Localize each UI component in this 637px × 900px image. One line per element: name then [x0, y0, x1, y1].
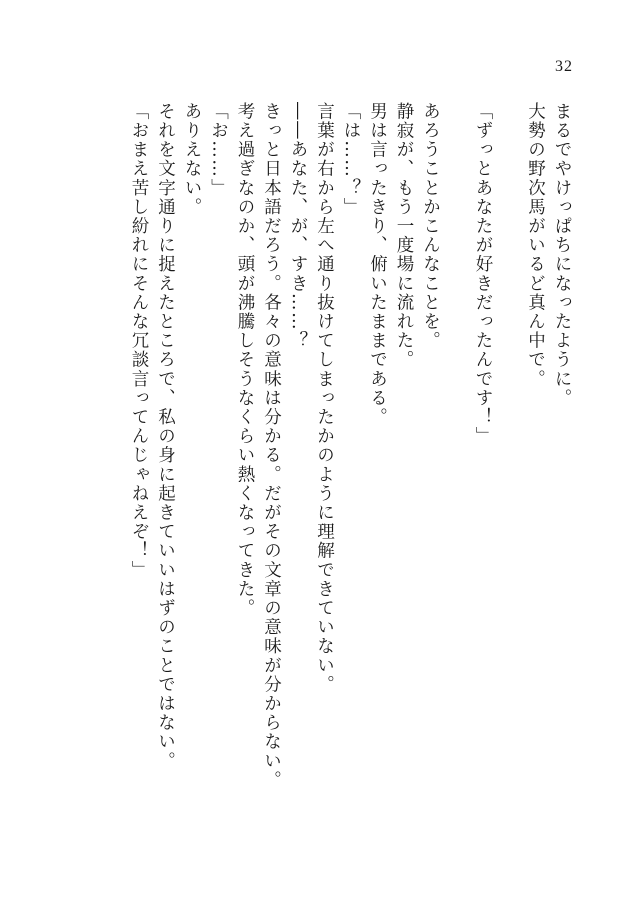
- text-line: 言葉が右から左へ通り抜けてしまったかのように理解できていない。: [314, 102, 335, 695]
- text-line: 「お……」: [208, 102, 229, 198]
- text-line: まるでやけっぱちになったように。: [552, 102, 572, 408]
- blank-line: [496, 102, 522, 862]
- text-line: ありえない。: [182, 102, 202, 217]
- blank-line: [444, 102, 470, 862]
- text-line: 静寂が、もう一度場に流れた。: [394, 102, 414, 370]
- text-line: 考え過ぎなのか、頭が沸騰しそうなくらい熱くなってきた。: [235, 102, 255, 618]
- vertical-text-body: [126, 102, 576, 862]
- text-line: ――あなた、が、すき……？: [288, 102, 308, 351]
- text-line: 男は言ったきり、俯いたままである。: [367, 102, 388, 427]
- text-line: あろうことかこんなことを。: [420, 102, 441, 351]
- text-line: 「は……？」: [341, 102, 361, 217]
- page-number: 32: [555, 58, 573, 75]
- text-line: それを文字通りに捉えたところで、私の身に起きていいはずのことではない。: [155, 102, 176, 771]
- text-line: きっと日本語だろう。各々の意味は分かる。だがその文章の意味が分からない。: [261, 102, 282, 790]
- text-line: 大勢の野次馬がいるど真ん中で。: [525, 102, 546, 389]
- text-line: 「おまえ苦し紛れにそんな冗談言ってんじゃねえぞ！」: [129, 102, 149, 580]
- text-line: 「ずっとあなたが好きだったんです！」: [473, 102, 493, 446]
